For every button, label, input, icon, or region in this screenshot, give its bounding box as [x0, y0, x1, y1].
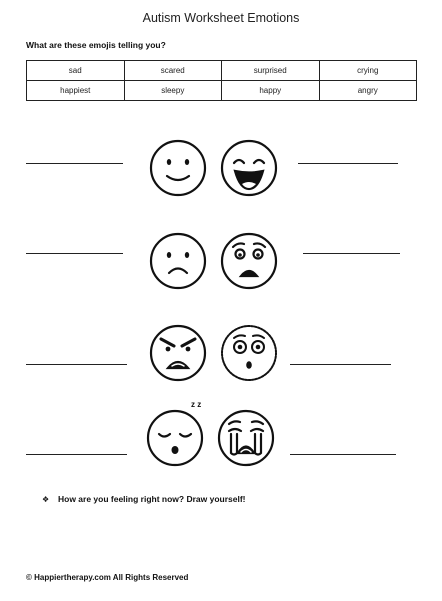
copyright-footer: © Happiertherapy.com All Rights Reserved: [26, 573, 189, 582]
sleep-z-marks: z z: [191, 400, 202, 409]
word-cell: scared: [124, 61, 222, 81]
answer-line-left-4[interactable]: [26, 454, 127, 455]
word-bank-row: [27, 81, 417, 101]
word-cell: sad: [27, 61, 125, 81]
answer-line-left-1[interactable]: [26, 163, 123, 164]
sleepy-face-icon: [144, 407, 206, 469]
answer-line-right-3[interactable]: [290, 364, 391, 365]
prompt-text: How are you feeling right now? Draw yourself!: [58, 494, 246, 504]
page-title: Autism Worksheet Emotions: [142, 11, 300, 25]
word-bank-row: [27, 61, 417, 81]
word-cell: angry: [319, 81, 417, 101]
frowning-face-icon: [147, 230, 209, 292]
smiling-face-icon: [147, 137, 209, 199]
word-cell: surprised: [222, 61, 320, 81]
surprised-face-icon: [218, 322, 280, 384]
answer-line-right-1[interactable]: [298, 163, 398, 164]
crying-face-icon: [215, 407, 277, 469]
answer-line-right-2[interactable]: [303, 253, 400, 254]
word-cell: happy: [222, 81, 320, 101]
word-cell: sleepy: [124, 81, 222, 101]
answer-line-left-3[interactable]: [26, 364, 127, 365]
grinning-face-icon: [218, 137, 280, 199]
answer-line-right-4[interactable]: [290, 454, 396, 455]
angry-face-icon: [147, 322, 209, 384]
answer-line-left-2[interactable]: [26, 253, 123, 254]
word-cell: crying: [319, 61, 417, 81]
diamond-bullet-icon: ❖: [42, 495, 50, 504]
question-heading: What are these emojis telling you?: [26, 40, 166, 50]
word-cell: happiest: [27, 81, 125, 101]
reflection-prompt: [42, 494, 246, 504]
word-bank-table: [26, 60, 417, 101]
anxious-face-icon: [218, 230, 280, 292]
